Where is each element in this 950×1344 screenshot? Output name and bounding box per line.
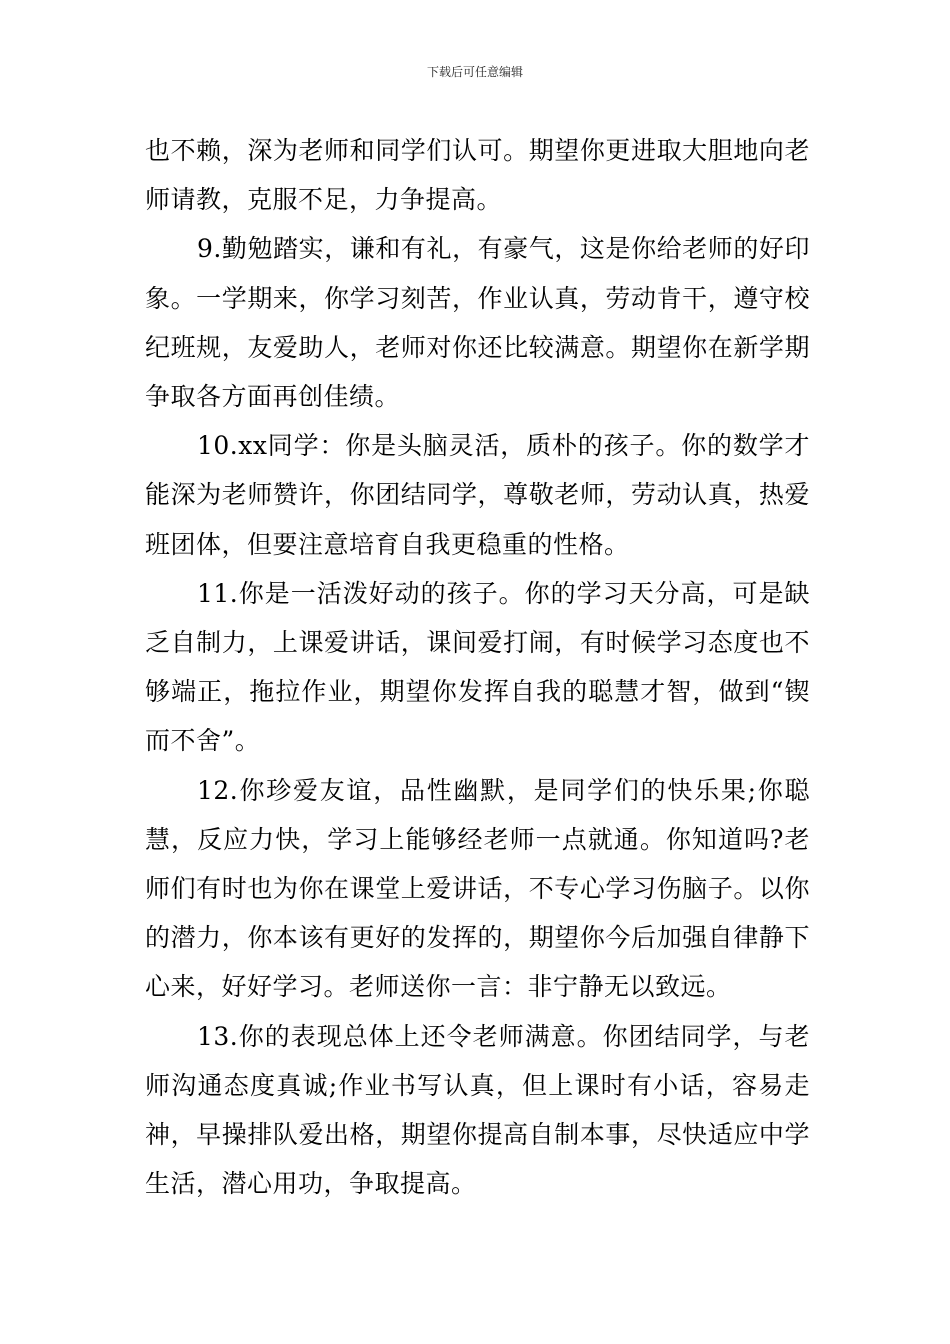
paragraph-item-13: 13.你的表现总体上还令老师满意。你团结同学，与老师沟通态度真诚;作业书写认真，但上课时有小话，容易走神，早操排队爱出格，期望你提高自制本事，尽快适应中学生活，潜心用功，争取提高。 bbox=[145, 1021, 810, 1199]
paragraph-item-12: 12.你珍爱友谊，品性幽默，是同学们的快乐果;你聪慧，反应力快，学习上能够经老师一点就通。你知道吗?老师们有时也为你在课堂上爱讲话，不专心学习伤脑子。以你的潜力，你本该有更好的发挥的，期望你今后加强自律静下心来，好好学习。老师送你一言：非宁静无以致远。 bbox=[145, 775, 810, 1002]
paragraph-item-11: 11.你是一活泼好动的孩子。你的学习天分高，可是缺乏自制力，上课爱讲话，课间爱打闹，有时候学习态度也不够端正，拖拉作业，期望你发挥自我的聪慧才智，做到“锲而不舍”。 bbox=[145, 578, 810, 756]
paragraph-item-9: 9.勤勉踏实，谦和有礼，有豪气，这是你给老师的好印象。一学期来，你学习刻苦，作业认真，劳动肯干，遵守校纪班规，友爱助人，老师对你还比较满意。期望你在新学期争取各方面再创佳绩。 bbox=[145, 234, 810, 412]
paragraph-item-10: 10.xx同学：你是头脑灵活，质朴的孩子。你的数学才能深为老师赞许，你团结同学，尊敬老师，劳动认真，热爱班团体，但要注意培育自我更稳重的性格。 bbox=[145, 431, 810, 559]
paragraph-continued: 也不赖，深为老师和同学们认可。期望你更进取大胆地向老师请教，克服不足，力争提高。 bbox=[145, 136, 810, 215]
document-body bbox=[145, 126, 810, 1208]
page-header-note: 下载后可任意编辑 bbox=[426, 65, 523, 79]
